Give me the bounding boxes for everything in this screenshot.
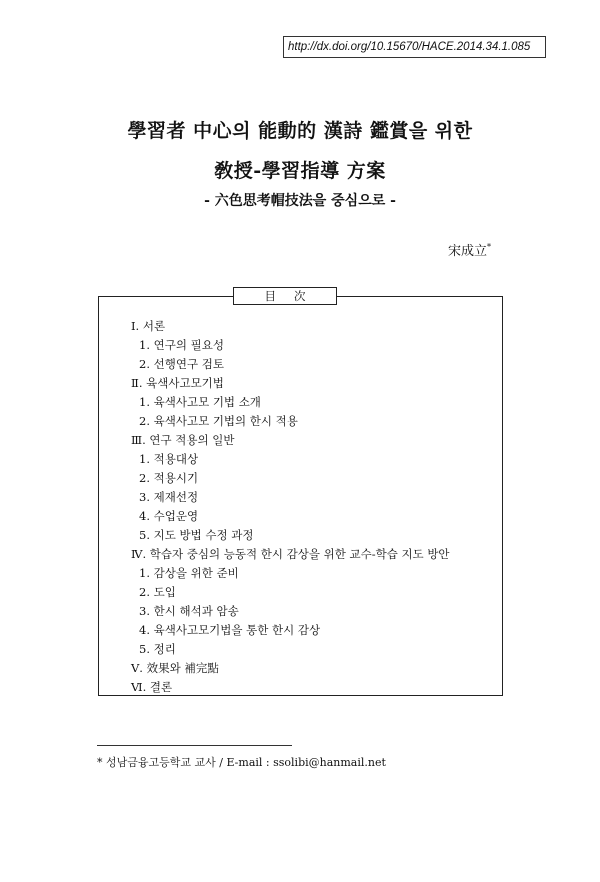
toc-heading: 目次: [233, 287, 337, 305]
toc-subsection: 1. 감상을 위한 준비: [139, 566, 239, 580]
footnote-divider: [97, 745, 292, 746]
toc-subsection: 5. 지도 방법 수정 과정: [139, 528, 254, 542]
toc-section: Ⅵ. 결론: [131, 680, 173, 694]
footnote: * 성남금융고등학교 교사 / E-mail : ssolibi@hanmail.net: [97, 756, 386, 769]
author-footnote-mark: *: [487, 242, 492, 252]
toc-subsection: 2. 도입: [139, 585, 176, 599]
title-line-2: 敎授-學習指導 方案: [214, 160, 386, 182]
subtitle: - 六色思考帽技法을 중심으로 -: [204, 193, 396, 209]
toc-subsection: 2. 선행연구 검토: [139, 357, 224, 371]
toc-section: Ⅴ. 效果와 補完點: [131, 661, 219, 675]
toc-subsection: 1. 육색사고모 기법 소개: [139, 395, 261, 409]
toc-subsection: 4. 수업운영: [139, 509, 199, 523]
doi-link[interactable]: http://dx.doi.org/10.15670/HACE.2014.34.1.085: [283, 36, 546, 58]
toc-section: Ⅰ. 서론: [131, 319, 166, 333]
toc-section: Ⅳ. 학습자 중심의 능동적 한시 감상을 위한 교수-학습 지도 방안: [131, 547, 450, 561]
toc-subsection: 2. 적용시기: [139, 471, 199, 485]
toc-subsection: 2. 육색사고모 기법의 한시 적용: [139, 414, 298, 428]
author-name: 宋成立: [448, 244, 488, 259]
toc-subsection: 5. 정리: [139, 642, 176, 656]
toc-section: Ⅱ. 육색사고모기법: [131, 376, 224, 390]
toc-subsection: 4. 육색사고모기법을 통한 한시 감상: [139, 623, 321, 637]
title-line-1: 學習者 中心의 能動的 漢詩 鑑賞을 위한: [127, 120, 473, 142]
toc-subsection: 1. 연구의 필요성: [139, 338, 224, 352]
toc-subsection: 3. 제재선정: [139, 490, 199, 504]
toc-section: Ⅲ. 연구 적용의 일반: [131, 433, 235, 447]
toc-subsection: 1. 적용대상: [139, 452, 199, 466]
toc-subsection: 3. 한시 해석과 암송: [139, 604, 239, 618]
author: [448, 240, 491, 259]
